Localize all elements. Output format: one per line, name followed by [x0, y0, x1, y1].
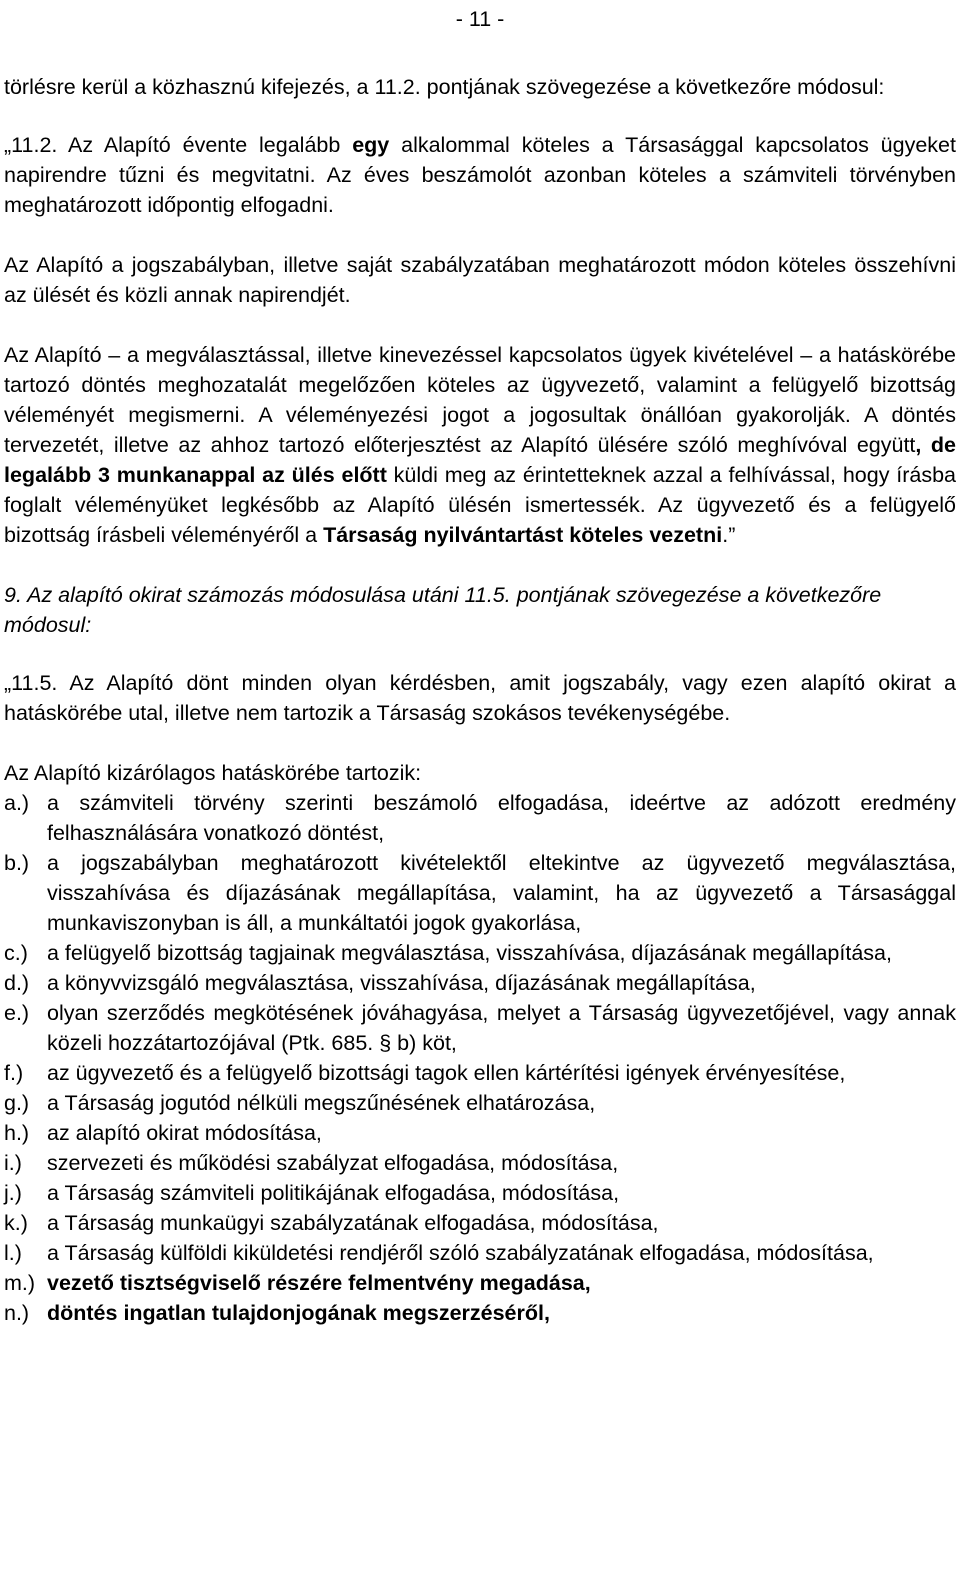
list-item-label: g.) [4, 1091, 30, 1115]
section-9-heading: 9. Az alapító okirat számozás módosulása utáni 11.5. pontjának szövegezése a következőre módosul: [4, 583, 882, 637]
text-run: küldi meg az érintetteknek azzal a felhívással, hogy írásba foglalt véleményüket legkésőbb az Alapító ülésén ismertessék. Az ügyvezető és a felügyelő bizottság írásbeli véleményéről a [4, 463, 956, 547]
bold-run: egy [352, 133, 390, 157]
list-item-text: vezető tisztségviselő részére felmentvény megadása, [47, 1271, 591, 1295]
list-item-text: döntés ingatlan tulajdonjogának megszerzéséről, [47, 1301, 550, 1325]
list-item [4, 968, 956, 998]
list-item-text: a könyvvizsgáló megválasztása, visszahívása, díjazásának megállapítása, [47, 971, 756, 995]
list-item [4, 788, 956, 848]
list-item-text: a Társaság jogutód nélküli megszűnésének elhatározása, [47, 1091, 596, 1115]
text-run: alkalommal köteles a Társasággal kapcsolatos ügyeket napirendre tűzni és megvitatni. Az éves beszámolót azonban köteles a számviteli törvényben meghatározott időpontig elfogadni. [4, 133, 956, 217]
list-item-label: a.) [4, 791, 30, 815]
text-run: .” [722, 523, 736, 547]
list-item-label: m.) [4, 1271, 36, 1295]
list-item-label: e.) [4, 1001, 30, 1025]
list-item-text: a számviteli törvény szerinti beszámoló elfogadása, ideértve az adózott eredmény felhasználására vonatkozó döntést, [47, 791, 956, 845]
bold-run: , de legalább 3 munkanappal az ülés előtt [4, 433, 956, 487]
list-item [4, 1148, 956, 1178]
paragraph-opinion [4, 340, 956, 550]
list-item [4, 848, 956, 938]
list-item [4, 1118, 956, 1148]
list-item-label: i.) [4, 1151, 22, 1175]
list-item-text: az ügyvezető és a felügyelő bizottsági tagok ellen kártérítési igények érvényesítése, [47, 1061, 846, 1085]
list-item [4, 1268, 956, 1298]
list-item-text: a Társaság külföldi kiküldetési rendjéről szóló szabályzatának elfogadása, módosítása, [47, 1241, 874, 1265]
list-item-label: k.) [4, 1211, 28, 1235]
list-item-label: l.) [4, 1241, 22, 1265]
text-run: „11.2. Az Alapító évente legalább [4, 133, 353, 157]
list-item-label: d.) [4, 971, 30, 995]
bold-run: Társaság nyilvántartást köteles vezetni [323, 523, 723, 547]
list-item-label: f.) [4, 1061, 24, 1085]
page-number: - 11 - [455, 7, 505, 31]
list-item-text: szervezeti és működési szabályzat elfogadása, módosítása, [47, 1151, 619, 1175]
list-item-text: az alapító okirat módosítása, [47, 1121, 322, 1145]
powers-list [4, 788, 956, 1328]
paragraph-11-5: „11.5. Az Alapító dönt minden olyan kérdésben, amit jogszabály, vagy ezen alapító okirat a hatáskörébe utal, illetve nem tartozik a Társaság szokásos tevékenységébe. [4, 671, 956, 725]
intro-paragraph: törlésre kerül a közhasznú kifejezés, a 11.2. pontjának szövegezése a következőre módosul: [4, 75, 885, 99]
paragraph-convene: Az Alapító a jogszabályban, illetve saját szabályzatában meghatározott módon köteles összehívni az ülését és közli annak napirendjét. [4, 253, 956, 307]
text-run: Az Alapító – a megválasztással, illetve kinevezéssel kapcsolatos ügyek kivételével – a hatáskörébe tartozó döntés meghozatalát megelőzően köteles az ügyvezető, valamint a felügyelő bizottság véleményét megismerni. A véleményezési jogot a jogosultak önállóan gyakorolják. A döntés tervezetét, illetve az ahhoz tartozó előterjesztést az Alapító ülésére szóló meghívóval együtt [4, 343, 956, 457]
list-item [4, 1298, 956, 1328]
list-item [4, 1178, 956, 1208]
list-item-text: olyan szerződés megkötésének jóváhagyása, melyet a Társaság ügyvezetőjével, vagy annak közeli hozzátartozójával (Ptk. 685. § b) köt, [47, 1001, 956, 1055]
list-item-label: b.) [4, 851, 30, 875]
document-body [4, 72, 956, 1328]
list-item-label: h.) [4, 1121, 30, 1145]
paragraph-11-2 [4, 130, 956, 220]
list-item-text: a felügyelő bizottság tagjainak megválasztása, visszahívása, díjazásának megállapítása, [47, 941, 892, 965]
list-item [4, 1058, 956, 1088]
list-item-text: a Társaság számviteli politikájának elfogadása, módosítása, [47, 1181, 620, 1205]
list-item [4, 938, 956, 968]
list-item [4, 1088, 956, 1118]
list-item-text: a Társaság munkaügyi szabályzatának elfogadása, módosítása, [47, 1211, 659, 1235]
list-item [4, 1208, 956, 1238]
list-item-text: a jogszabályban meghatározott kivételektől eltekintve az ügyvezető megválasztása, visszahívása és díjazásának megállapítása, valamint, ha az ügyvezető a Társasággal munkaviszonyban is áll, a munkáltatói jogok gyakorlása, [47, 851, 956, 935]
list-intro: Az Alapító kizárólagos hatáskörébe tartozik: [4, 761, 422, 785]
list-item-label: c.) [4, 941, 28, 965]
list-item [4, 998, 956, 1058]
list-item-label: j.) [4, 1181, 22, 1205]
list-item-label: n.) [4, 1301, 30, 1325]
list-item [4, 1238, 956, 1268]
